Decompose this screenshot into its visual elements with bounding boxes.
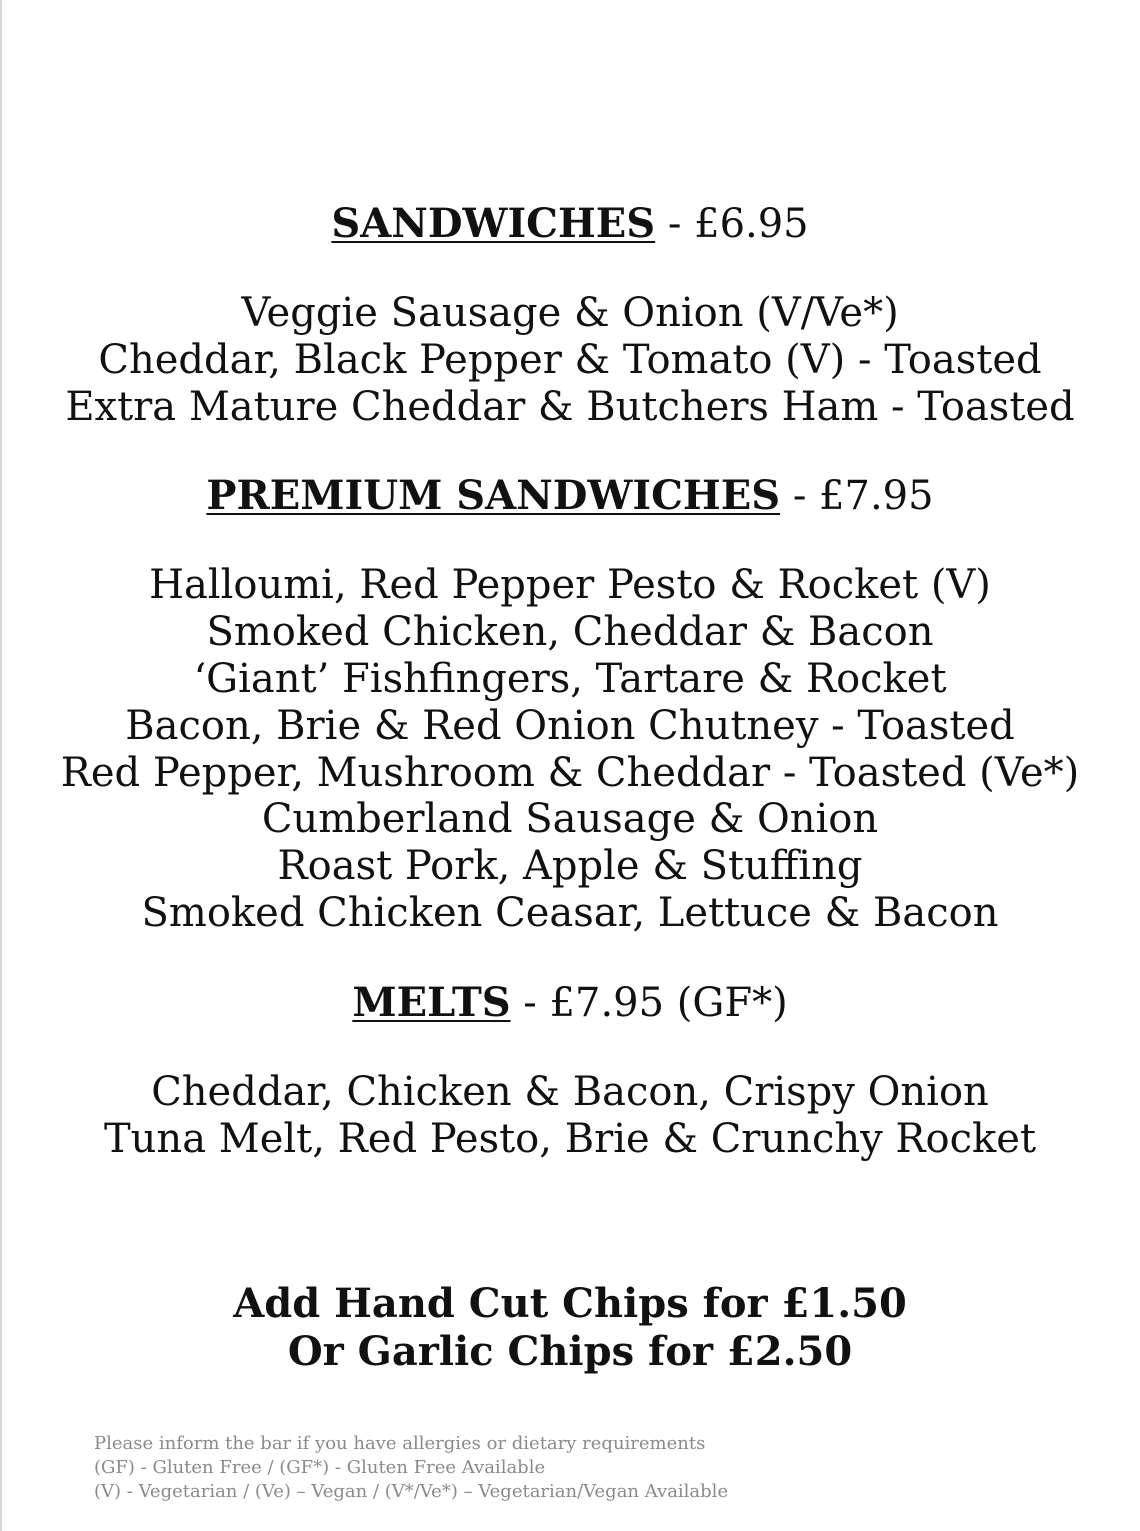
item-list xyxy=(0,1069,1140,1163)
extras-offer xyxy=(0,1280,1140,1376)
item-list xyxy=(0,562,1140,936)
menu-item: Cheddar, Chicken & Bacon, Crispy Onion xyxy=(151,1068,989,1115)
extras-line-chips: Add Hand Cut Chips for £1.50 xyxy=(233,1280,907,1327)
footnote-gluten-free: (GF) - Gluten Free / (GF*) - Gluten Free Available xyxy=(94,1457,546,1478)
spacer xyxy=(0,937,1140,977)
footnote-vegetarian-vegan: (V) - Vegetarian / (Ve) – Vegan / (V*/Ve*) – Vegetarian/Vegan Available xyxy=(94,1481,729,1502)
extras-line-garlic-chips: Or Garlic Chips for £2.50 xyxy=(287,1328,853,1375)
menu-item: Red Pepper, Mushroom & Cheddar - Toasted (Ve*) xyxy=(60,749,1080,796)
menu-item: Halloumi, Red Pepper Pesto & Rocket (V) xyxy=(149,562,991,609)
item-list xyxy=(0,290,1140,430)
section-premium-sandwiches xyxy=(0,470,1140,936)
menu-item: Cumberland Sausage & Onion xyxy=(261,796,879,843)
menu-item: Smoked Chicken, Cheddar & Bacon xyxy=(206,609,934,656)
section-title: PREMIUM SANDWICHES xyxy=(206,472,781,520)
spacer xyxy=(0,430,1140,470)
section-title: MELTS xyxy=(352,978,511,1026)
section-price: - £6.95 xyxy=(655,201,809,247)
section-heading xyxy=(0,198,1140,250)
menu-item: ‘Giant’ Fishfingers, Tartare & Rocket xyxy=(193,655,947,702)
section-melts xyxy=(0,977,1140,1163)
section-title: SANDWICHES xyxy=(331,200,656,247)
menu-item: Smoked Chicken Ceasar, Lettuce & Bacon xyxy=(141,889,999,936)
menu-item: Tuna Melt, Red Pesto, Brie & Crunchy Rocket xyxy=(103,1115,1037,1162)
section-price: - £7.95 (GF*) xyxy=(510,979,788,1026)
dietary-footnotes xyxy=(94,1432,728,1504)
section-heading xyxy=(0,977,1140,1029)
menu-item: Cheddar, Black Pepper & Tomato (V) - Toasted xyxy=(98,336,1042,383)
footnote-allergies: Please inform the bar if you have allergies or dietary requirements xyxy=(94,1433,706,1454)
section-price: - £7.95 xyxy=(780,473,934,520)
menu xyxy=(0,198,1140,1162)
menu-item: Veggie Sausage & Onion (V/Ve*) xyxy=(241,290,899,336)
section-heading xyxy=(0,470,1140,522)
menu-item: Extra Mature Cheddar & Butchers Ham - Toasted xyxy=(65,383,1075,430)
section-sandwiches xyxy=(0,198,1140,430)
menu-item: Bacon, Brie & Red Onion Chutney - Toasted xyxy=(125,702,1015,749)
menu-item: Roast Pork, Apple & Stuffing xyxy=(277,843,863,890)
